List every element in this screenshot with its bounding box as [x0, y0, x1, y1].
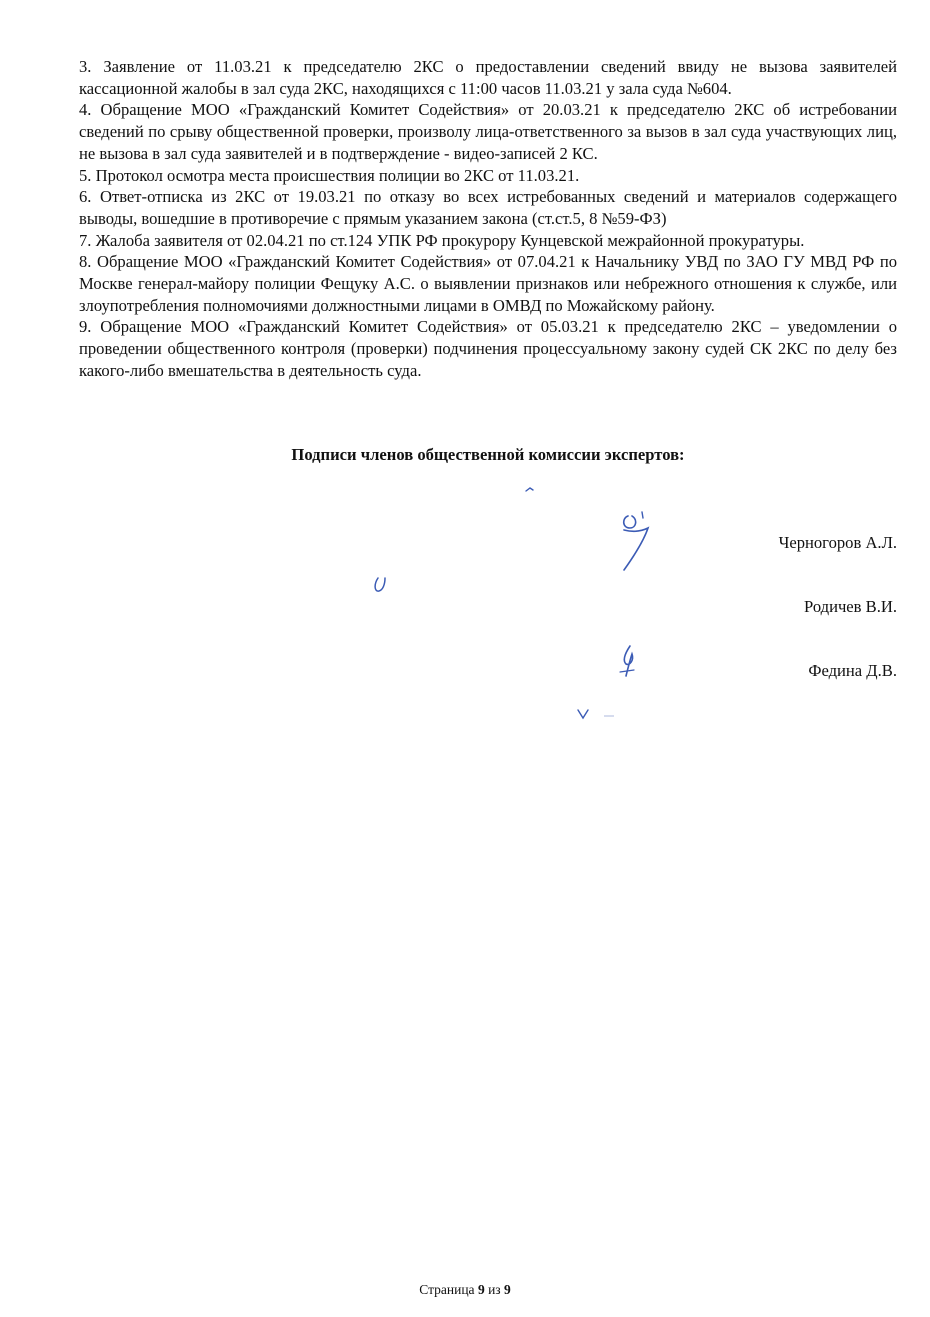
- signature-chernogorov: [612, 506, 658, 576]
- page-separator: из: [488, 1282, 501, 1297]
- signature-rodichev: [370, 574, 392, 596]
- attachment-item-7: 7. Жалоба заявителя от 02.04.21 по ст.124 УПК РФ прокурору Кунцевской межрайонной прокуратуры.: [79, 230, 805, 250]
- attachment-item-8: 8. Обращение МОО «Гражданский Комитет Содействия» от 07.04.21 к Начальнику УВД по ЗАО ГУ МВД РФ по Москве генерал-майору полиции Фещуку А.С. о выявлении признаков или небрежного отношения к службе, или злоупотребления полномочиями должностными лицами в ОМВД по Можайскому району.: [79, 252, 897, 315]
- signer-name-1: Черногоров А.Л.: [778, 533, 897, 552]
- page-footer: [0, 1281, 930, 1299]
- page-total: 9: [504, 1282, 511, 1297]
- signatures-heading: Подписи членов общественной комиссии экспертов:: [291, 445, 685, 464]
- signer-name-2: Родичев В.И.: [804, 597, 897, 616]
- signature-mark-bottom: [574, 704, 644, 724]
- signer-name-3: Федина Д.В.: [808, 661, 897, 680]
- attachment-item-4: 4. Обращение МОО «Гражданский Комитет Содействия» от 20.03.21 к председателю 2КС об истребовании сведений по срыву общественной проверки, произволу лица-ответственного за вызов в зал суда участвующих лиц, не вызова в зал суда заявителей и в подтверждение - видео-записей 2 КС.: [79, 100, 897, 163]
- attachment-item-5: 5. Протокол осмотра места происшествия полиции во 2КС от 11.03.21.: [79, 165, 580, 185]
- page-current: 9: [477, 1282, 485, 1297]
- attachments-list: [79, 56, 897, 382]
- signature-fedina: [614, 642, 644, 682]
- page-label: Страница: [419, 1282, 475, 1297]
- attachment-item-3: 3. Заявление от 11.03.21 к председателю 2КС о предоставлении сведений ввиду не вызова заявителей кассационной жалобы в зал суда 2КС, находящихся с 11:00 часов 11.03.21 у зала суда №604.: [79, 57, 897, 98]
- attachment-item-6: 6. Ответ-отписка из 2КС от 19.03.21 по отказу во всех истребованных сведений и материалов содержащего выводы, вошедшие в противоречие с прямым указанием закона (ст.ст.5, 8 №59-ФЗ): [79, 187, 897, 228]
- signature-mark-top-dot: [524, 484, 536, 494]
- attachment-item-9: 9. Обращение МОО «Гражданский Комитет Содействия» от 05.03.21 к председателю 2КС – уведомлении о проведении общественного контроля (проверки) подчинения процессуальному закону судей СК 2КС по делу без какого-либо вмешательства в деятельность суда.: [79, 317, 897, 380]
